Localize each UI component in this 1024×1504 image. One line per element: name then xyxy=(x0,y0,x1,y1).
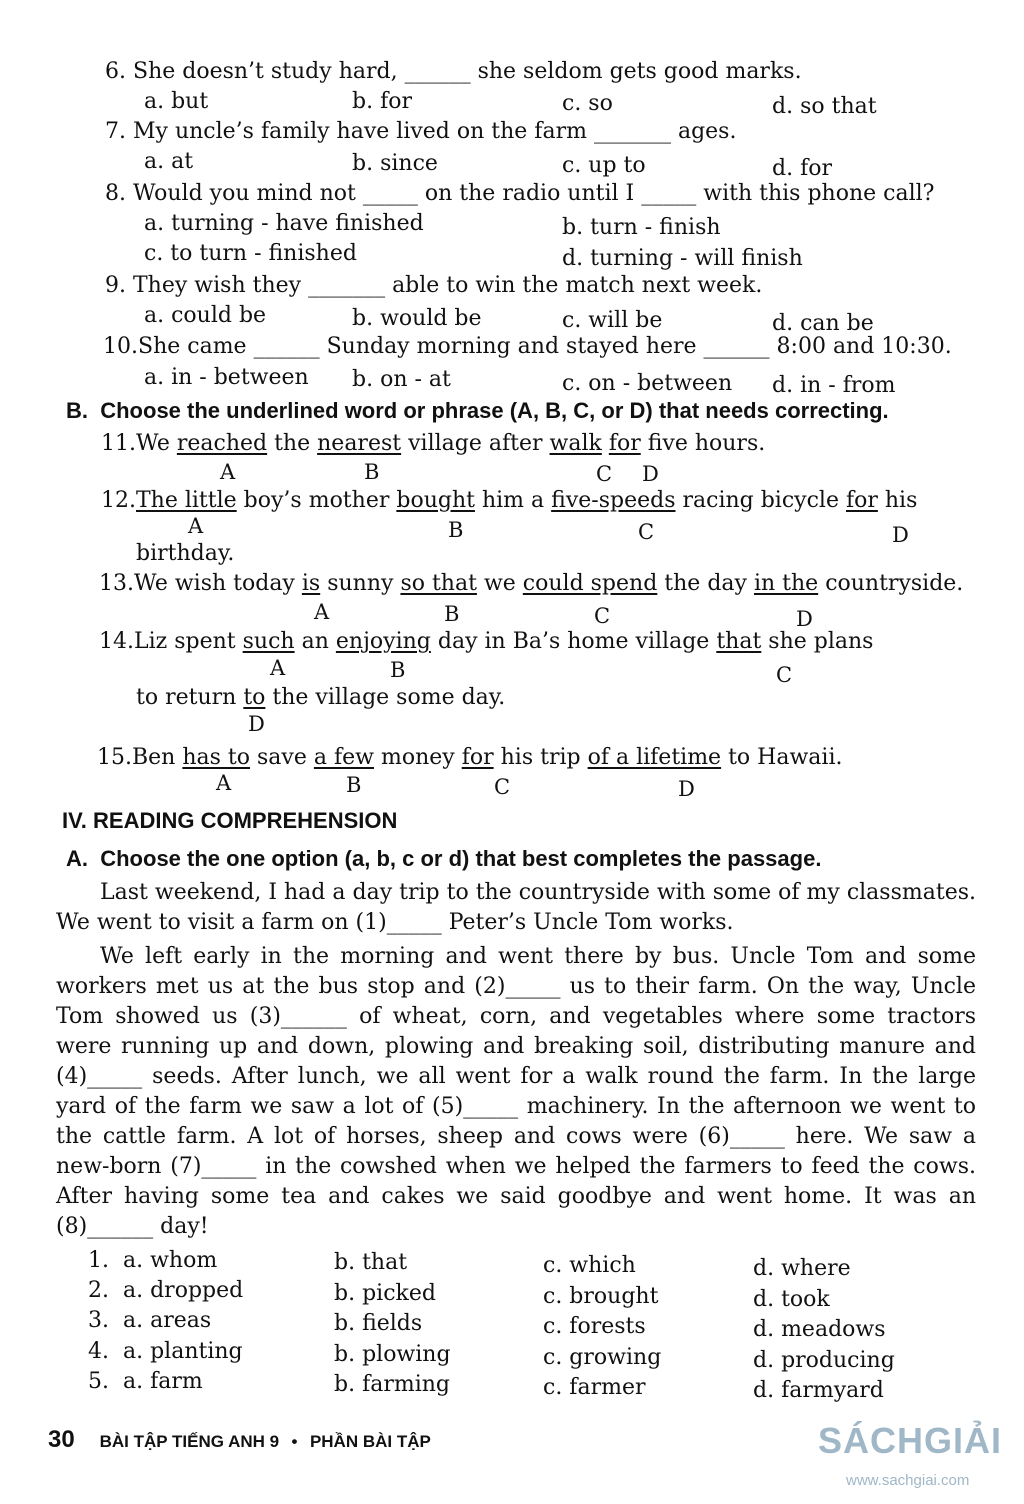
q14-label-a: A xyxy=(270,656,286,680)
answer-row-5: 5. a. farm xyxy=(88,1369,203,1394)
q14-label-b: B xyxy=(390,658,406,682)
answer-2-b: b. picked xyxy=(334,1281,436,1306)
q8-option-c: c. to turn - finished xyxy=(144,241,357,266)
q13-label-a: A xyxy=(314,600,330,624)
q9-stem: 9. They wish they _______ able to win the match next week. xyxy=(105,273,763,298)
q12-label-c: C xyxy=(638,520,655,544)
answer-5-b: b. farming xyxy=(334,1372,450,1397)
q15-stem: 15.Ben has to save a few money for his trip of a lifetime to Hawaii. xyxy=(97,745,843,770)
answer-3-b: b. fields xyxy=(334,1311,423,1336)
answer-row-2: 2. a. dropped xyxy=(88,1278,244,1303)
answer-4-b: b. plowing xyxy=(334,1342,451,1367)
q7-stem: 7. My uncle’s family have lived on the farm _______ ages. xyxy=(105,119,737,144)
watermark-url: www.sachgiai.com xyxy=(846,1472,970,1489)
q11-stem: 11.We reached the nearest village after walk for five hours. xyxy=(101,431,766,456)
section-b-heading: B. Choose the underlined word or phrase (A, B, C, or D) that needs correcting. xyxy=(66,398,889,423)
answer-1-d: d. where xyxy=(753,1256,851,1281)
q12-continuation: birthday. xyxy=(136,541,235,566)
q8-stem: 8. Would you mind not _____ on the radio until I _____ with this phone call? xyxy=(105,181,935,206)
q11-label-d: D xyxy=(642,462,659,486)
q10-option-a: a. in - between xyxy=(144,365,309,390)
passage-paragraph-1: Last weekend, I had a day trip to the countryside with some of my classmates. We went to visit a farm on (1)_____ Peter’s Uncle Tom works. xyxy=(56,880,976,935)
book-title: BÀI TẬP TIẾNG ANH 9 xyxy=(99,1432,280,1451)
section-iv-heading: IV. READING COMPREHENSION xyxy=(62,808,398,833)
q13-label-b: B xyxy=(444,602,460,626)
q6-option-d: d. so that xyxy=(772,94,877,119)
q12-label-a: A xyxy=(188,514,204,538)
q6-option-a: a. but xyxy=(144,89,209,114)
q11-label-c: C xyxy=(596,462,613,486)
q10-option-d: d. in - from xyxy=(772,373,896,398)
q7-option-a: a. at xyxy=(144,149,194,174)
q12-label-d: D xyxy=(892,523,909,547)
q15-label-c: C xyxy=(494,775,511,799)
q10-stem: 10.She came ______ Sunday morning and stayed here ______ 8:00 and 10:30. xyxy=(103,334,952,359)
q6-stem: 6. She doesn’t study hard, ______ she seldom gets good marks. xyxy=(105,59,802,84)
answer-3-c: c. forests xyxy=(543,1314,646,1339)
answer-4-c: c. growing xyxy=(543,1345,662,1370)
passage-paragraph-2: We left early in the morning and went there by bus. Uncle Tom and some workers met us at the bus stop and (2)_____ us to their farm. On the way, Uncle Tom showed us (3)______ of wheat, corn, and vegetables where some tractors were running up and down, plowing and breaking soil, distributing manure and (4)_____ seeds. After lunch, we all went for a walk round the farm. In the large yard of the farm we saw a lot of (5)_____ machinery. In the afternoon we went to the cattle farm. A lot of horses, sheep and cows were (6)_____ here. We saw a new-born (7)_____ in the cowshed when we helped the farmers to feed the cows. After having some tea and cakes we said goodbye and went home. It was an (8)______ day! xyxy=(56,944,976,1239)
q7-option-c: c. up to xyxy=(562,153,646,178)
answer-4-d: d. producing xyxy=(753,1348,895,1373)
q9-option-a: a. could be xyxy=(144,303,267,328)
answer-5-c: c. farmer xyxy=(543,1375,646,1400)
q10-option-c: c. on - between xyxy=(562,371,733,396)
q7-option-b: b. since xyxy=(352,151,438,176)
q14-stem: 14.Liz spent such an enjoying day in Ba’s home village that she plans xyxy=(99,629,874,654)
page-number: 30 xyxy=(48,1426,75,1453)
answer-row-4: 4. a. planting xyxy=(88,1339,243,1364)
answer-3-d: d. meadows xyxy=(753,1317,886,1342)
q13-label-c: C xyxy=(594,604,611,628)
q13-stem: 13.We wish today is sunny so that we could spend the day in the countryside. xyxy=(99,571,964,596)
q8-option-b: b. turn - finish xyxy=(562,215,721,240)
q15-label-a: A xyxy=(216,771,232,795)
answer-row-3: 3. a. areas xyxy=(88,1308,212,1333)
page-footer xyxy=(48,1426,431,1454)
part-title: PHẦN BÀI TẬP xyxy=(309,1432,431,1451)
answer-2-c: c. brought xyxy=(543,1284,659,1309)
answer-1-b: b. that xyxy=(334,1250,408,1275)
q9-option-d: d. can be xyxy=(772,311,874,336)
q13-label-d: D xyxy=(796,607,813,631)
q10-option-b: b. on - at xyxy=(352,367,451,392)
answer-2-d: d. took xyxy=(753,1287,830,1312)
q7-option-d: d. for xyxy=(772,156,832,181)
q14-label-c: C xyxy=(776,663,793,687)
q12-stem: 12.The little boy’s mother bought him a five-speeds racing bicycle for his xyxy=(101,488,918,513)
q15-label-d: D xyxy=(678,777,695,801)
section-a-heading: A. Choose the one option (a, b, c or d) that best completes the passage. xyxy=(66,846,822,871)
footer-bullet: • xyxy=(291,1432,298,1451)
q6-option-c: c. so xyxy=(562,91,613,116)
q15-label-b: B xyxy=(346,773,362,797)
q14-continuation: to return to the village some day. xyxy=(136,685,506,710)
watermark-logo: SÁCHGIẢI xyxy=(818,1420,1003,1461)
q12-label-b: B xyxy=(448,518,464,542)
q6-option-b: b. for xyxy=(352,89,412,114)
q11-label-a: A xyxy=(220,460,236,484)
answer-1-c: c. which xyxy=(543,1253,636,1278)
answer-row-1: 1. a. whom xyxy=(88,1248,218,1273)
q9-option-c: c. will be xyxy=(562,308,663,333)
answer-5-d: d. farmyard xyxy=(753,1378,884,1403)
q9-option-b: b. would be xyxy=(352,306,482,331)
q8-option-a: a. turning - have finished xyxy=(144,211,424,236)
q14-label-d: D xyxy=(248,712,265,736)
q8-option-d: d. turning - will finish xyxy=(562,246,803,271)
q11-label-b: B xyxy=(364,460,380,484)
